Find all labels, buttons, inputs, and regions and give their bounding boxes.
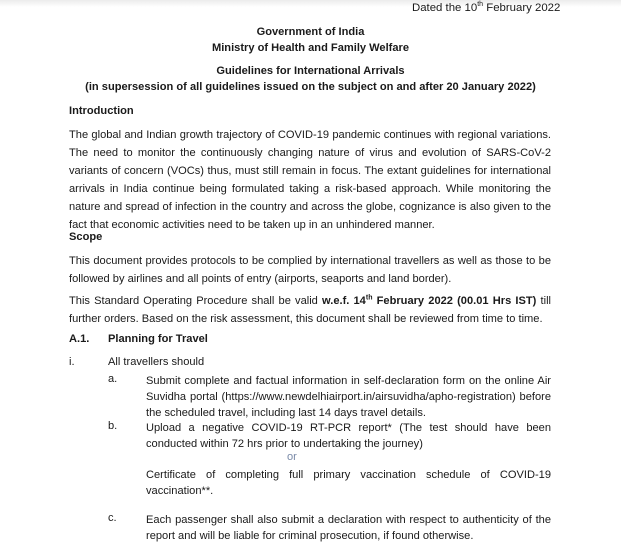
date-prefix: Dated the 10 [412, 2, 478, 14]
introduction-text: The global and Indian growth trajectory of COVID-19 pandemic continues with regional variations. The need to monitor the continuously changing nature of virus and evolution of SARS-CoV-2 variants of concern (VOCs) thus, must still remain in focus. The extant guidelines for international arrivals in India continue being formulated taking a risk-based approach. While monitoring the nature and spread of infection in the country and across the globe, cognizance is also given to the fact that economic activities need to be taken up in an unhindered manner. [69, 129, 551, 231]
date-superscript: th [477, 1, 484, 9]
item-c-text: Each passenger shall also submit a declaration with respect to authenticity of the report and will be liable for criminal prosecution, if found otherwise. [146, 514, 551, 542]
validity-wef: w.e.f. 14 [322, 295, 366, 307]
scope-heading: Scope [69, 231, 103, 243]
validity-text-start: This Standard Operating Procedure shall be valid [69, 295, 323, 307]
introduction-heading: Introduction [69, 105, 134, 117]
document-date [412, 2, 560, 14]
item-b-label: b. [108, 420, 118, 432]
scope-paragraph-2 [69, 292, 551, 328]
or-separator: or [287, 451, 297, 463]
section-heading: Planning for Travel [108, 333, 208, 345]
item-a-label: a. [108, 373, 118, 385]
validity-text-end: till further orders. Based on the risk assessment, this document shall be reviewed from time to time. [69, 295, 552, 325]
item-b-text: Upload a negative COVID-19 RT-PCR report* (The test should have been conducted within 72 hrs prior to undertaking the journey) [146, 422, 551, 450]
government-line: Government of India [256, 26, 365, 38]
item-a-text: Submit complete and factual information in self-declaration form on the online Air Suvidha portal (https://www.newdelhiairport.in/airsuvidha/apho-registration) before the scheduled travel, including last 14 days travel details. [146, 375, 551, 419]
scope-paragraph-1: This document provides protocols to be complied by international travellers as well as those to be followed by airlines and all points of entry (airports, seaports and land border). [69, 255, 551, 285]
document-subtitle: (in supersession of all guidelines issued on the subject on and after 20 January 2022) [85, 81, 536, 93]
subsection-i-number: i. [69, 356, 75, 368]
date-suffix: February 2022 [483, 2, 561, 14]
document-title: Guidelines for International Arrivals [216, 65, 405, 77]
validity-superscript: th [365, 294, 373, 302]
section-number: A.1. [69, 333, 90, 345]
ministry-line: Ministry of Health and Family Welfare [211, 42, 410, 54]
item-c-label: c. [108, 512, 117, 524]
validity-date: February 2022 (00.01 Hrs IST) [372, 295, 537, 307]
subsection-i-text: All travellers should [108, 356, 205, 368]
item-b-alt-text: Certificate of completing full primary vaccination schedule of COVID-19 vaccination**. [146, 469, 551, 497]
